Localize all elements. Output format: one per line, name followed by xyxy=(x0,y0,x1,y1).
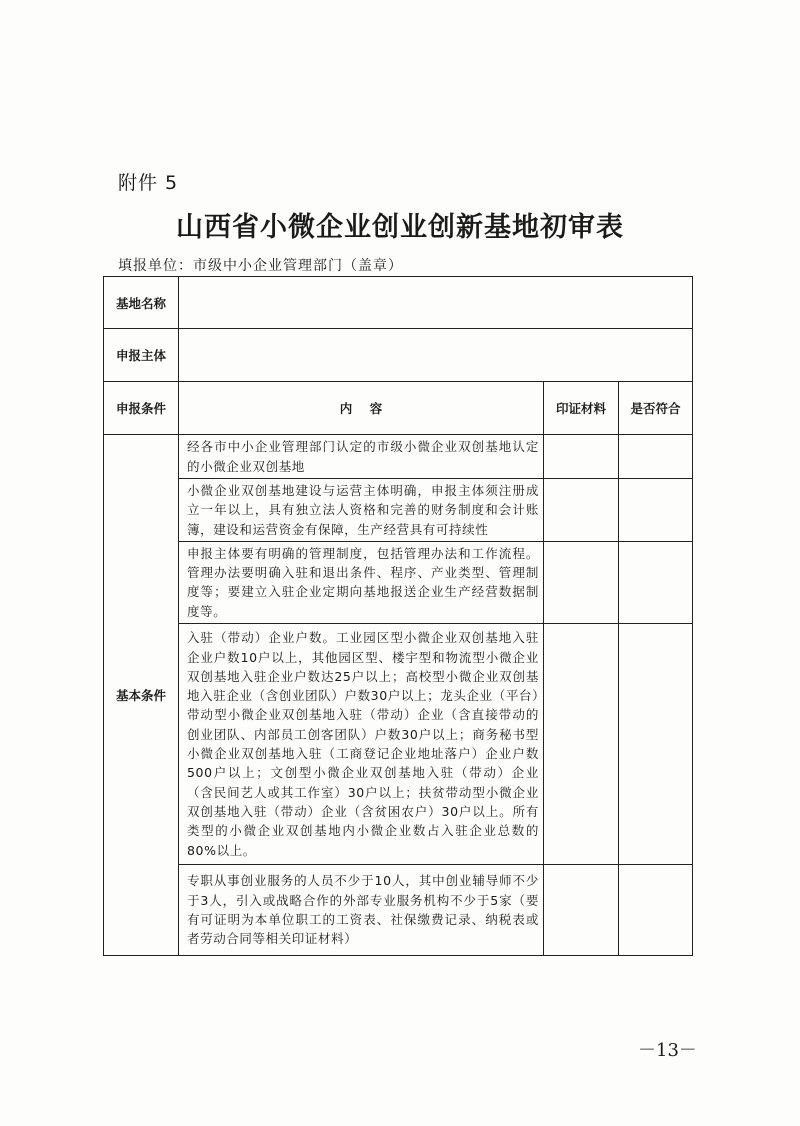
evidence-field[interactable] xyxy=(544,435,619,479)
condition-text: 小微企业双创基地建设与运营主体明确，申报主体须注册成立一年以上，具有独立法人资格和完善的财务制度和会计账簿，建设和运营资金有保障，生产经营具有可持续性 xyxy=(179,479,544,542)
applicant-label: 申报主体 xyxy=(104,329,179,382)
condition-text: 专职从事创业服务的人员不少于10人，其中创业辅导师不少于3人，引入或战略合作的外部专业服务机构不少于5家（要有可证明为本单位职工的工资表、社保缴费记录、纳税表或者劳动合同等相关印证材料） xyxy=(179,865,544,956)
table-header-row xyxy=(104,382,693,435)
filler-unit-line: 填报单位：市级中小企业管理部门（盖章） xyxy=(118,258,403,274)
compliant-field[interactable] xyxy=(619,624,693,865)
table-row xyxy=(104,479,693,542)
evidence-field[interactable] xyxy=(544,865,619,956)
table-row xyxy=(104,624,693,865)
applicant-field[interactable] xyxy=(179,329,693,382)
evidence-field[interactable] xyxy=(544,541,619,623)
compliant-field[interactable] xyxy=(619,479,693,542)
table-row xyxy=(104,865,693,956)
row-applicant xyxy=(104,329,693,382)
base-name-field[interactable] xyxy=(179,277,693,329)
compliant-field[interactable] xyxy=(619,435,693,479)
compliant-field[interactable] xyxy=(619,541,693,623)
header-condition: 申报条件 xyxy=(104,382,179,435)
header-compliant: 是否符合 xyxy=(619,382,693,435)
header-content: 内 容 xyxy=(179,382,544,435)
review-form-table xyxy=(103,276,693,956)
condition-text: 经各市中小企业管理部门认定的市级小微企业双创基地认定的小微企业双创基地 xyxy=(179,435,544,479)
compliant-field[interactable] xyxy=(619,865,693,956)
table-row xyxy=(104,435,693,479)
annex-label: 附件 5 xyxy=(118,172,179,194)
page-title: 山西省小微企业创业创新基地初审表 xyxy=(176,212,624,243)
basic-conditions-label: 基本条件 xyxy=(104,435,179,956)
page-number: －13－ xyxy=(638,1040,697,1061)
evidence-field[interactable] xyxy=(544,624,619,865)
evidence-field[interactable] xyxy=(544,479,619,542)
row-base-name xyxy=(104,277,693,329)
base-name-label: 基地名称 xyxy=(104,277,179,329)
table-row xyxy=(104,541,693,623)
condition-text: 申报主体要有明确的管理制度，包括管理办法和工作流程。管理办法要明确入驻和退出条件、程序、产业类型、管理制度等；要建立入驻企业定期向基地报送企业生产经营数据制度等。 xyxy=(179,541,544,623)
header-evidence: 印证材料 xyxy=(544,382,619,435)
condition-text: 入驻（带动）企业户数。工业园区型小微企业双创基地入驻企业户数10户以上，其他园区型、楼宇型和物流型小微企业双创基地入驻企业户数达25户以上；高校型小微企业双创基地入驻企业（含创业团队）户数30户以上；龙头企业（平台）带动型小微企业双创基地入驻（带动）企业（含直接带动的创业团队、内部员工创客团队）户数30户以上；商务秘书型小微企业双创基地入驻（工商登记企业地址落户）企业户数500户以上；文创型小微企业双创基地入驻（带动）企业（含民间艺人或其工作室）30户以上；扶贫带动型小微企业双创基地入驻（带动）企业（含贫困农户）30户以上。所有类型的小微企业双创基地内小微企业数占入驻企业总数的80%以上。 xyxy=(179,624,544,865)
